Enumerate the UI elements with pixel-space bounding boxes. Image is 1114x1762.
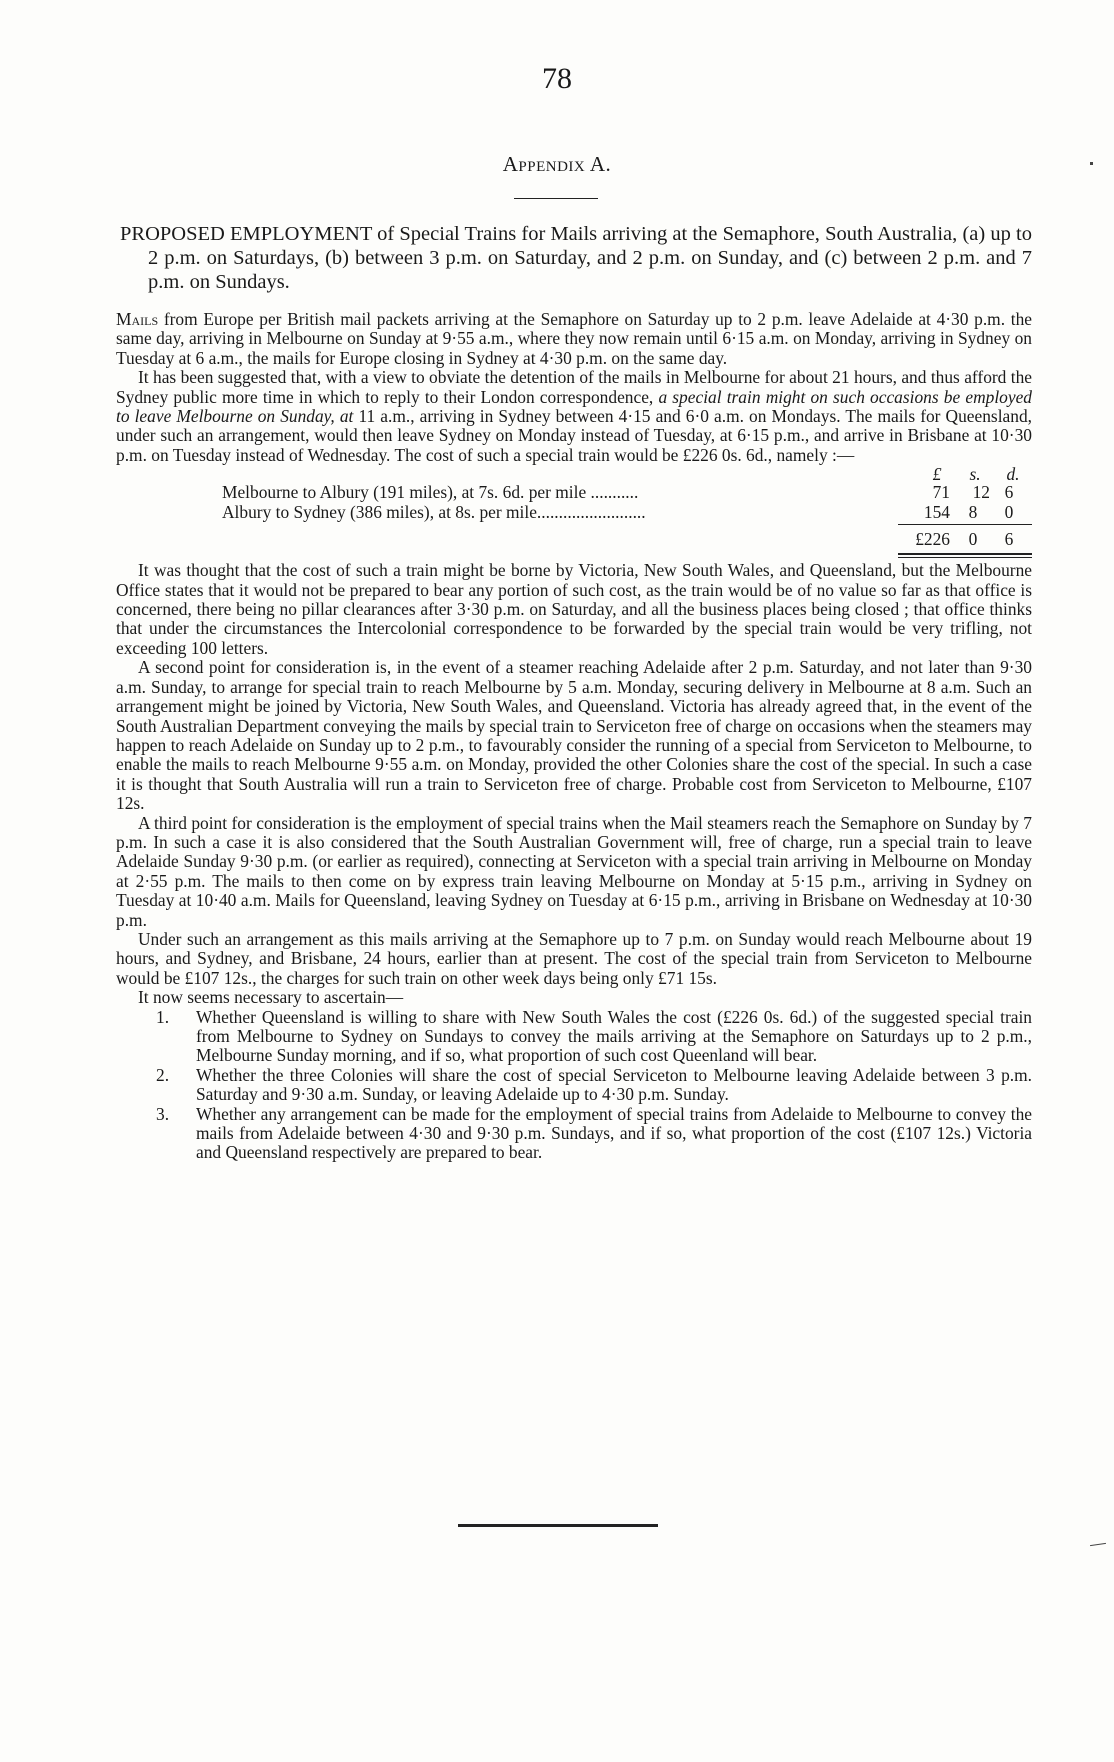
pence-header: d. — [1006, 464, 1020, 485]
list-item-number: 3. — [156, 1103, 170, 1124]
body-text — [116, 310, 1032, 1163]
paragraph-2-text-a: It has been suggested that, with a view to obviate the detention of the mails in Melbourne for about 21 hours, and thus afford the Sydney public more time in which to reply to their London correspondence, — [116, 367, 1032, 407]
list-item-text: Whether Queensland is willing to share with New South Wales the cost (£226 0s. 6d.) of the suggested special train from Melbourne to Sydney on Sundays to convey the mails arriving at the Semaphore on Saturdays up to 2 p.m., Melbourne Sunday morning, and if so, what proportion of such cost Queenland will bear. — [196, 1006, 1032, 1066]
paragraph-2 — [116, 368, 1032, 465]
margin-mark — [1090, 1543, 1106, 1546]
cost-pence: 0 — [1004, 502, 1014, 523]
paragraph-2-italic: a special train might on such occasions be employed to leave Melbourne on Sunday, at — [116, 386, 1032, 427]
title-lead: PROPOSED EMPLOYMENT — [120, 223, 372, 245]
cost-pounds: 71 — [932, 482, 950, 503]
paragraph-1 — [116, 310, 1032, 368]
total-shillings: 0 — [968, 529, 978, 550]
cost-row — [222, 483, 1032, 503]
title-text: of Special Trains for Mails arriving at the Semaphore, South Australia, (a) up to 2 p.m. on Saturdays, (b) between 3 p.m. on Saturday, and 2 p.m. on Sunday, and (c) between 2 p.m. and 7 p.m. on Sundays. — [148, 223, 1032, 293]
cost-shillings: 8 — [968, 502, 978, 523]
list-item — [116, 1066, 1032, 1105]
page-number: 78 — [542, 62, 572, 95]
total-pence: 6 — [1004, 529, 1014, 550]
list-item — [116, 1008, 1032, 1066]
end-rule — [458, 1524, 658, 1527]
total-double-rule — [898, 553, 1032, 555]
question-list — [116, 1008, 1032, 1163]
title-block — [120, 222, 1032, 294]
list-item-number: 2. — [156, 1064, 170, 1085]
total-double-rule-lower — [898, 557, 1032, 558]
total-pounds: £226 — [915, 529, 950, 550]
paragraph-4: A second point for consideration is, in the event of a steamer reaching Adelaide after 2 p.m. Saturday, and not later than 9·30 a.m. Sunday, to arrange for special train to reach Melbourne by 5 a.m. Monday, securing delivery in Melbourne at 8 a.m. Such an arrangement might be joined by Victoria, New South Wales, and Queensland. Victoria has already agreed that, in the event of the South Australian Department conveying the mails by special train to Serviceton free of charge on occasions when the steamers may happen to reach Adelaide on Sunday up to 2 p.m., to favourably consider the running of a special from Serviceton to Melbourne, to enable the mails to reach Melbourne 9·55 a.m. on Monday, provided the other Colonies share the cost of the special. In such a case it is thought that South Australia will run a train to Serviceton free of charge. Probable cost from Serviceton to Melbourne, £107 12s. — [116, 657, 1032, 814]
list-item — [116, 1105, 1032, 1163]
pounds-header: £ — [932, 464, 942, 485]
cost-row — [222, 503, 1032, 523]
cost-pence: 6 — [1004, 482, 1014, 503]
appendix-heading: Appendix A. — [502, 152, 612, 176]
paragraph-1-text: from Europe per British mail packets arriving at the Semaphore on Saturday up to 2 p.m. leave Adelaide at 4·30 p.m. the same day, arriving in Melbourne on Sunday at 9·55 a.m., where they now remain until 6·15 a.m. on Monday, arriving in Sydney on Tuesday at 6 a.m., the mails for Europe closing in Sydney at 4·30 p.m. on the same day. — [116, 309, 1032, 368]
cost-pounds: 154 — [923, 502, 950, 523]
cost-row-label: Albury to Sydney (386 miles), at 8s. per mile......................... — [222, 502, 646, 523]
paragraph-3: It was thought that the cost of such a train might be borne by Victoria, New South Wales, and Queensland, but the Melbourne Office states that it would not be prepared to bear any portion of such cost, as the train would be of no value so far as that office is concerned, there being no pillar clearances after 3·30 p.m. on Saturday, and all the business places being closed ; that office thinks that under the circumstances the Intercolonial correspondence to be forwarded by the special train would be very trifling, not exceeding 100 letters. — [116, 560, 1032, 658]
shillings-header: s. — [969, 464, 981, 485]
paragraph-7: It now seems necessary to ascertain— — [138, 987, 404, 1008]
cost-row-label: Melbourne to Albury (191 miles), at 7s. 6d. per mile ........... — [222, 482, 639, 503]
heading-rule — [514, 198, 598, 199]
paragraph-6: Under such an arrangement as this mails arriving at the Semaphore up to 7 p.m. on Sunday would reach Melbourne about 19 hours, and Sydney, and Brisbane, 24 hours, earlier than at present. The cost of the special train from Serviceton to Melbourne would be £107 12s., the charges for such train on other week days being only £71 15s. — [116, 928, 1032, 988]
sum-rule — [898, 524, 1032, 525]
margin-mark — [1090, 162, 1093, 165]
paragraph-2-text-b: 11 a.m., arriving in Sydney between 4·15 and 6·0 a.m. on Mondays. The mails for Queensland, under such an arrangement, would then leave Sydney on Monday instead of Tuesday, at 6·15 p.m., and arrive in Brisbane at 10·30 p.m. on Tuesday instead of Wednesday. The cost of such a special train would be £226 0s. 6d., namely :— — [116, 406, 1032, 465]
list-item-text: Whether the three Colonies will share the cost of special Serviceton to Melbourne leaving Adelaide between 3 p.m. Saturday and 9·30 a.m. Sunday, or leaving Adelaide up to 4·30 p.m. Sunday. — [196, 1064, 1032, 1105]
list-item-number: 1. — [156, 1006, 170, 1027]
paragraph-5: A third point for consideration is the employment of special trains when the Mail steamers reach the Semaphore on Sunday by 7 p.m. In such a case it is also considered that the South Australian Government will, free of charge, run a special train to leave Adelaide Sunday 9·30 p.m. (or earlier as required), connecting at Serviceton with a special train arriving in Melbourne on Monday at 2·55 p.m. The mails to then come on by express train leaving Melbourne on Monday at 5·15 p.m., arriving in Sydney on Tuesday at 10·40 a.m. Mails for Queensland, leaving Sydney on Tuesday at 6·15 p.m., arriving in Brisbane on Wednesday at 10·30 p.m. — [116, 812, 1032, 930]
cost-total-row — [222, 530, 1032, 550]
paragraph-1-lead: Mails — [116, 309, 159, 329]
cost-table — [116, 465, 1032, 561]
cost-shillings: 12 — [972, 482, 990, 503]
list-item-text: Whether any arrangement can be made for the employment of special trains from Adelaide to Melbourne to convey the mails from Adelaide between 4·30 and 9·30 p.m. Sundays, and if so, what proportion of the cost (£107 12s.) Victoria and Queensland respectively are prepared to bear. — [196, 1103, 1032, 1163]
